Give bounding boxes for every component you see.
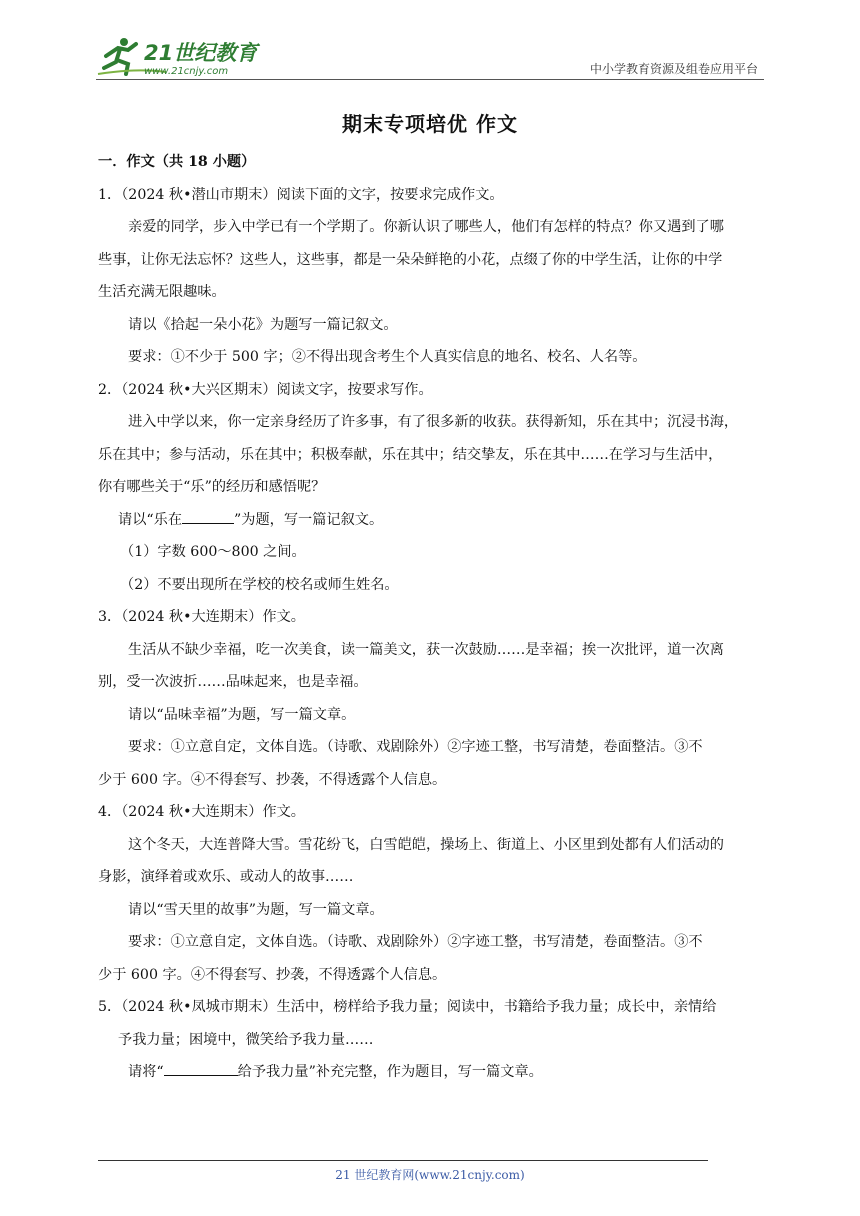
q2-para-1: 进入中学以来，你一定亲身经历了许多事，有了很多新的收获。获得新知，乐在其中；沉浸书海， [128, 414, 739, 430]
q2-head: 2．（2024 秋•大兴区期末）阅读文字，按要求写作。 [98, 381, 433, 398]
fill-blank [182, 509, 234, 524]
q5-para-2 [98, 1056, 766, 1089]
q3-para-1: 生活从不缺少幸福，吃一次美食，读一篇美文，获一次鼓励……是幸福；挨一次批评，道一次离 [128, 641, 724, 658]
q3-para-5: 少于 600 字。④不得套写、抄袭，不得透露个人信息。 [98, 771, 447, 788]
q1-para-4: 请以《拾起一朵小花》为题写一篇记叙文。 [128, 316, 398, 333]
logo-text: 21世纪教育 [144, 41, 258, 65]
q2-para-4-start: 请以“乐在 [118, 511, 183, 528]
q3-para-2: 别，受一次波折……品味起来，也是幸福。 [98, 674, 368, 690]
logo-icon [96, 34, 266, 78]
q4-para-2: 身影，演绎着或欢乐、或动人的故事…… [98, 869, 354, 885]
platform-name: 中小学教育资源及组卷应用平台 [589, 62, 758, 76]
q4-para-4: 要求：①立意自定，文体自选。（诗歌、戏剧除外）②字迹工整，书写清楚，卷面整洁。③不 [128, 934, 703, 950]
header-rule [96, 79, 764, 80]
fill-blank [164, 1061, 238, 1076]
q1-para-3: 生活充满无限趣味。 [98, 284, 226, 300]
q1-head: 1．（2024 秋•潜山市期末）阅读下面的文字，按要求完成作文。 [98, 186, 504, 203]
q1-para-2: 些事，让你无法忘怀？这些人，这些事，都是一朵朵鲜艳的小花，点缀了你的中学生活，让你的中学 [98, 251, 723, 268]
page-footer: 21 世纪教育网(www.21cnjy.com) [335, 1168, 525, 1182]
q4-para-1: 这个冬天，大连普降大雪。雪花纷飞，白雪皑皑，操场上、街道上、小区里到处都有人们活动的 [128, 836, 724, 853]
q5-para-2-end: 给予我力量”补充完整，作为题目，写一篇文章。 [237, 1064, 543, 1080]
q4-para-5: 少于 600 字。④不得套写、抄袭，不得透露个人信息。 [98, 966, 447, 983]
q2-para-2: 乐在其中；参与活动，乐在其中；积极奉献，乐在其中；结交挚友，乐在其中……在学习与生活中， [98, 446, 723, 463]
q2-para-4 [98, 504, 766, 537]
q3-head: 3．（2024 秋•大连期末）作文。 [98, 609, 305, 625]
page-header [96, 34, 764, 80]
q4-para-3: 请以“雪天里的故事”为题，写一篇文章。 [128, 901, 384, 918]
q5-para-1: 予我力量；困境中，微笑给予我力量…… [118, 1031, 374, 1048]
q2-para-6: （2）不要出现所在学校的校名或师生姓名。 [120, 576, 399, 593]
page-title: 期末专项培优 作文 [342, 112, 518, 136]
q3-para-4: 要求：①立意自定，文体自选。（诗歌、戏剧除外）②字迹工整，书写清楚，卷面整洁。③不 [128, 739, 703, 755]
q5-head: 5．（2024 秋•凤城市期末）生活中，榜样给予我力量；阅读中，书籍给予我力量；成长中，亲情给 [98, 999, 717, 1015]
q1-para-5: 要求：①不少于 500 字；②不得出现含考生个人真实信息的地名、校名、人名等。 [128, 349, 647, 365]
q1-para-1: 亲爱的同学，步入中学已有一个学期了。你新认识了哪些人，他们有怎样的特点？你又遇到了哪 [128, 219, 724, 235]
q2-para-3: 你有哪些关于“乐”的经历和感悟呢？ [98, 479, 326, 495]
q3-para-3: 请以“品味幸福”为题，写一篇文章。 [128, 706, 356, 723]
logo-url: www.21cnjy.com [144, 66, 229, 77]
section-heading: 一．作文（共 18 小题） [98, 154, 256, 170]
q2-para-4-end: ”为题，写一篇记叙文。 [234, 511, 384, 528]
document-body [98, 146, 766, 1089]
q5-para-2-start: 请将“ [128, 1064, 164, 1080]
q2-para-5: （1）字数 600～800 之间。 [120, 544, 306, 560]
footer-rule [98, 1160, 708, 1161]
q4-head: 4．（2024 秋•大连期末）作文。 [98, 804, 305, 820]
